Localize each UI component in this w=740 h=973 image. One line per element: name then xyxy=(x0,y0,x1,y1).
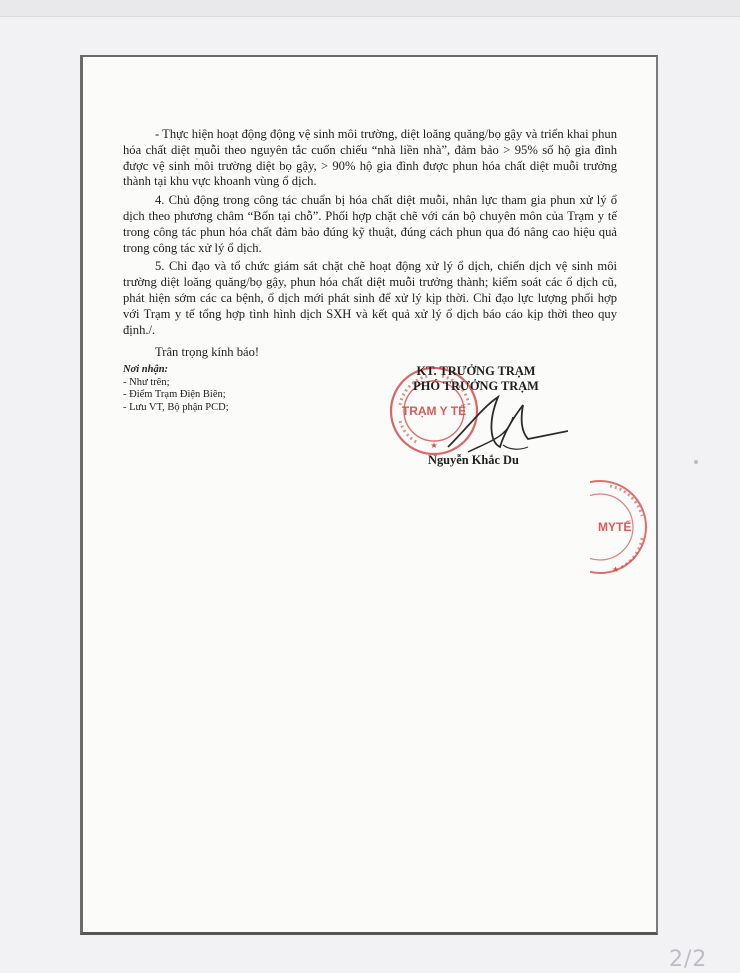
partial-stamp-icon xyxy=(590,468,650,586)
paragraph-item-4: 4. Chủ động trong công tác chuẩn bị hóa chất diệt muỗi, nhân lực tham gia phun xử lý ổ dịch theo phương châm “Bốn tại chỗ”. Phối hợp chặt chẽ với cán bộ chuyên môn của Trạm y tế trong công tác phun hóa chất đảm bảo đúng kỹ thuật, đúng cách phun qua đó nâng cao hiệu quả trong công tác xử lý ổ dịch. xyxy=(123,193,617,255)
document-page xyxy=(80,55,658,935)
svg-text:★: ★ xyxy=(612,565,620,574)
viewer-top-bar xyxy=(0,0,740,17)
recipients-title: Nơi nhận: xyxy=(123,364,169,375)
body-text xyxy=(123,127,617,341)
signer-name: Nguyễn Khắc Du xyxy=(428,453,519,467)
stamp-center-text: TRẠM Y TẾ xyxy=(401,404,467,418)
recipient-item: - Điểm Trạm Điện Biên; xyxy=(123,389,226,400)
signature-title-line1: KT. TRƯỞNG TRẠM xyxy=(416,364,536,378)
scan-mark xyxy=(694,460,698,464)
page-indicator: 2/2 xyxy=(669,947,708,972)
closing-line: Trân trọng kính báo! xyxy=(155,345,260,359)
paragraph-hygiene: - Thực hiện hoạt động động vệ sinh môi trường, diệt loăng quăng/bọ gậy và triển khai phun hóa chất diệt muỗi theo nguyên tắc cuốn chiếu “nhà liền nhà”, đảm bảo > 95% số hộ gia đình được vệ sinh môi trường diệt bọ gậy, > 90% hộ gia đình được phun hóa chất diệt muỗi trưởng thành tại khu vực khoanh vùng ổ dịch. xyxy=(123,127,617,189)
paragraph-item-5: 5. Chỉ đạo và tổ chức giám sát chặt chẽ hoạt động xử lý ổ dịch, chiến dịch vệ sinh môi trường diệt loăng quăng/bọ gậy, phun hóa chất diệt muỗi trưởng thành; kiểm soát các ổ dịch cũ, phát hiện sớm các ca bệnh, ổ dịch mới phát sinh để xử lý kịp thời. Chỉ đạo lực lượng phối hợp với Trạm y tế tổng hợp tình hình dịch SXH và kết quả xử lý ổ dịch báo cáo kịp thời theo quy định./. xyxy=(123,259,617,337)
svg-text:★: ★ xyxy=(430,441,438,450)
recipients-block xyxy=(123,364,229,414)
recipient-item: - Lưu VT, Bộ phận PCD; xyxy=(123,401,229,413)
stamp-partial-text: MYTẾ xyxy=(598,520,632,534)
recipient-item: - Như trên; xyxy=(123,376,170,388)
signature-title-line2: PHÓ TRƯỞNG TRẠM xyxy=(413,379,539,393)
